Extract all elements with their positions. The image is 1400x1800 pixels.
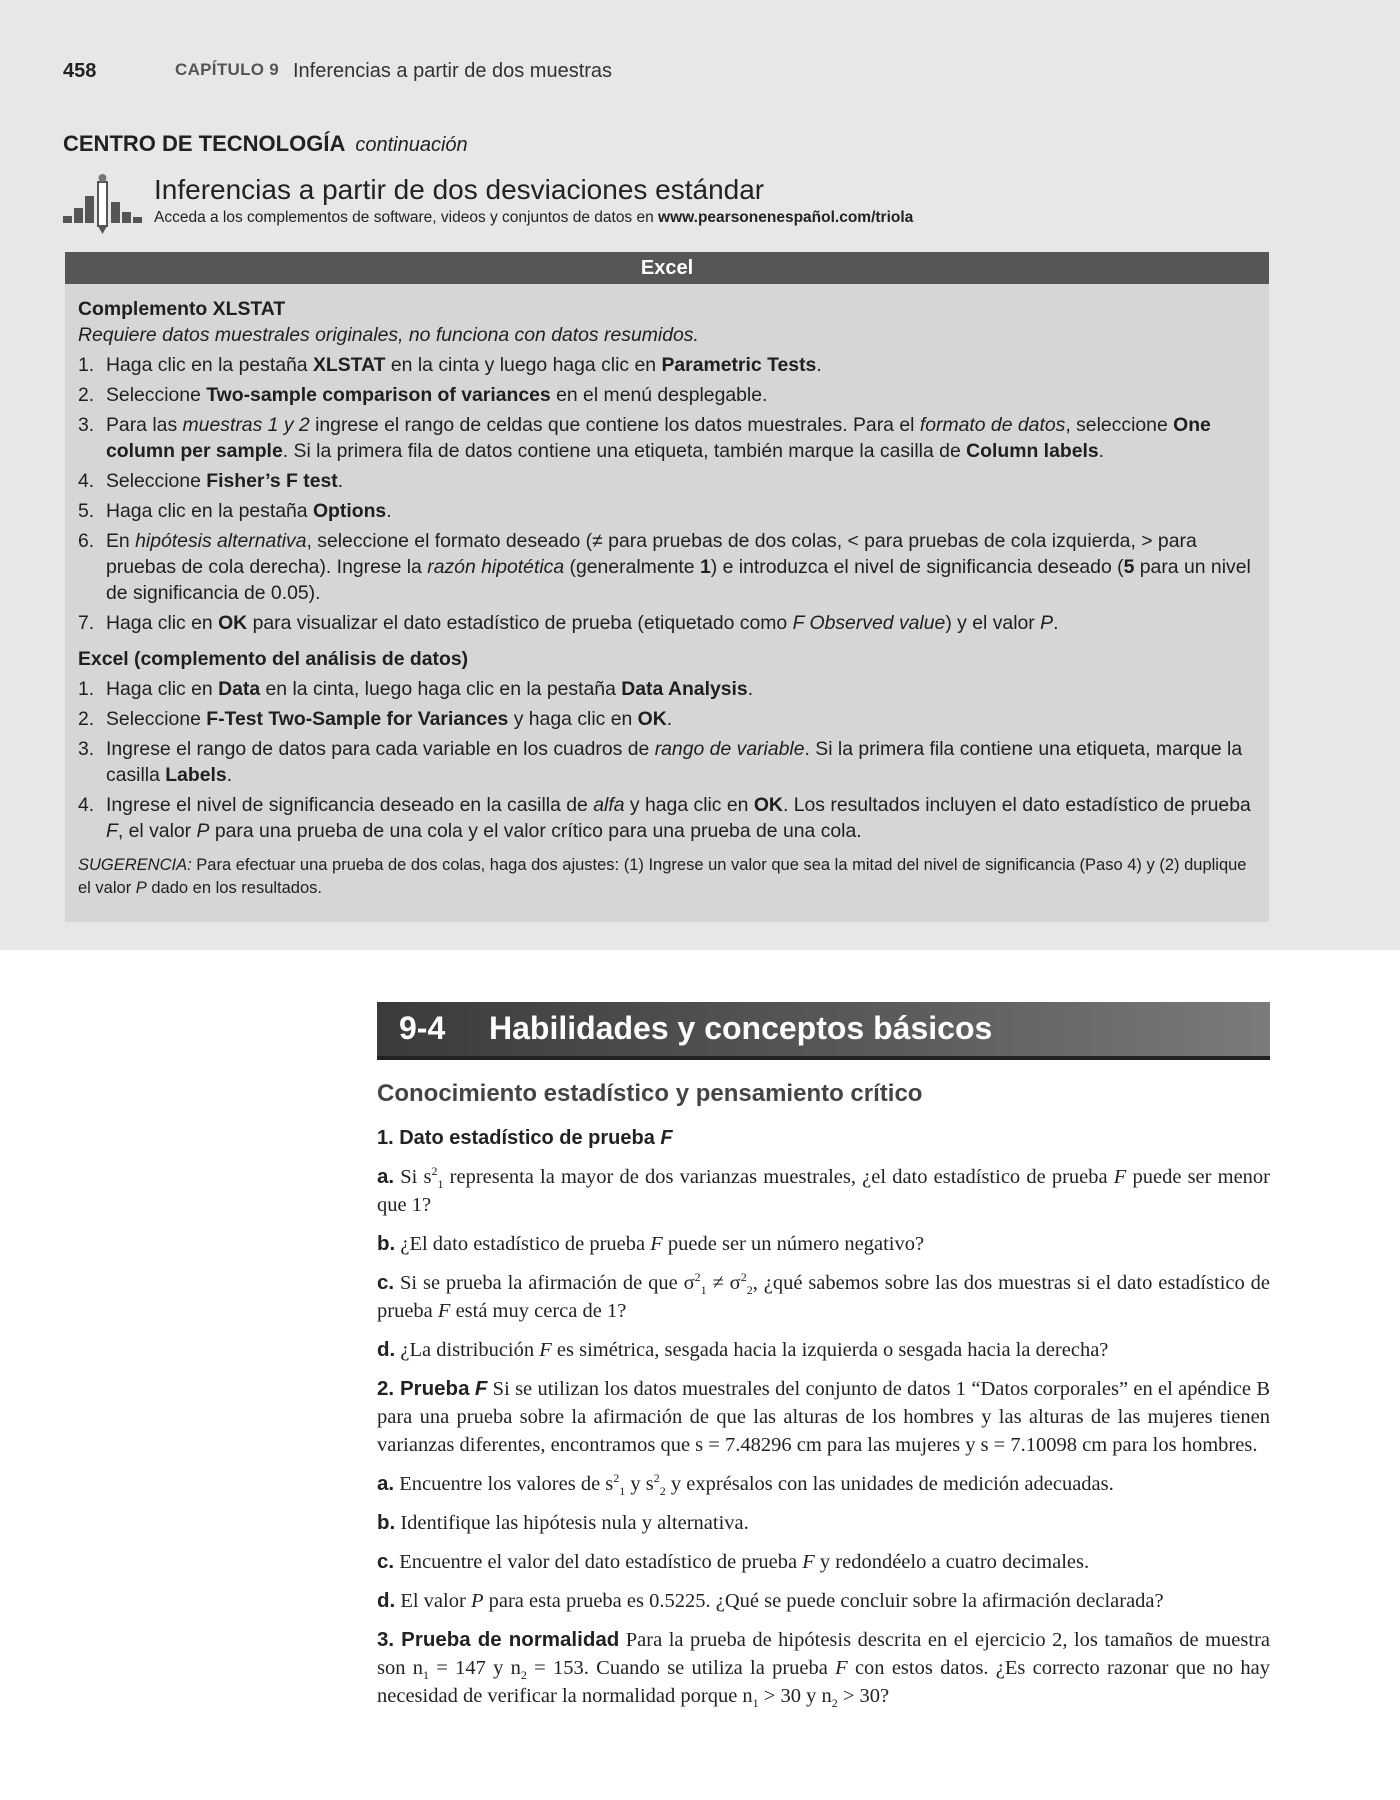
- list-item: 1. Haga clic en la pestaña XLSTAT en la cinta y luego haga clic en Parametric Tests.: [78, 354, 822, 376]
- subheading: Conocimiento estadístico y pensamiento crítico: [377, 1080, 923, 1107]
- list-item: 3. Ingrese el rango de datos para cada variable en los cuadros de rango de variable. Si la primera fila contiene una etiqueta, marque la casilla Labels.: [78, 738, 1243, 786]
- xlstat-title: Complemento XLSTAT: [78, 298, 286, 320]
- xlstat-note: Requiere datos muestrales originales, no funciona con datos resumidos.: [78, 324, 699, 346]
- list-item: 1. Haga clic en Data en la cinta, luego haga clic en la pestaña Data Analysis.: [78, 678, 754, 700]
- list-item: 2. Seleccione F-Test Two-Sample for Variances y haga clic en OK.: [78, 708, 673, 730]
- exercise-1c: c. Si se prueba la afirmación de que $\sigma^2_1 \ne \sigma^2_2$, ¿qué sabemos sobre las dos muestras si el dato estadístico de prueba F está muy cerca de 1?: [377, 1270, 1270, 1322]
- list-item: 4. Seleccione Fisher’s F test.: [78, 470, 344, 492]
- xlstat-steps: [78, 352, 1256, 636]
- exercise-1a: a. Si $s^2_1$ representa la mayor de dos varianzas muestrales, ¿el dato estadístico de prueba F puede ser menor que 1?: [377, 1164, 1271, 1216]
- chapter-title: Inferencias a partir de dos muestras: [293, 60, 613, 82]
- tech-center-title: [63, 131, 468, 157]
- exercise-1b: b. ¿El dato estadístico de prueba F puede ser un número negativo?: [377, 1232, 925, 1255]
- hint-note: SUGERENCIA: Para efectuar una prueba de dos colas, haga dos ajustes: (1) Ingrese un valor que sea la mitad del nivel de significancia (Paso 4) y (2) duplique el valor P dado en los resultados.: [78, 856, 1247, 897]
- exercise-1-title: 1. Dato estadístico de prueba F: [377, 1127, 673, 1149]
- tech-center-continued: continuación: [355, 134, 468, 156]
- list-item: 3. Para las muestras 1 y 2 ingrese el rango de celdas que contiene los datos muestrales. Para el formato de datos, seleccione One column per sample. Si la primera fila de datos contiene una etiqueta, también marque la casilla de Column labels.: [78, 414, 1211, 462]
- exercises: [377, 1124, 1270, 1721]
- tech-center-heading: CENTRO DE TECNOLOGÍA: [63, 131, 346, 156]
- exercise-2a: a. Encuentre los valores de $s^2_1$ y $s^2_2$ y exprésalos con las unidades de medición adecuadas.: [377, 1471, 1114, 1499]
- list-item: 6. En hipótesis alternativa, seleccione el formato deseado (≠ para pruebas de dos colas, < para pruebas de cola izquierda, > para pruebas de cola derecha). Ingrese la razón hipotética (generalmente 1) e introduzca el nivel de significancia deseado (5 para un nivel de significancia de 0.05).: [78, 530, 1251, 604]
- list-item: 5. Haga clic en la pestaña Options.: [78, 500, 392, 522]
- resource-link[interactable]: www.pearsonenespañol.com/triola: [658, 209, 914, 226]
- exercise-2b: b. Identifique las hipótesis nula y alternativa.: [377, 1511, 749, 1534]
- exercise-1d: d. ¿La distribución F es simétrica, sesgada hacia la izquierda o sesgada hacia la derecha?: [377, 1338, 1109, 1361]
- page-number: 458: [63, 60, 97, 82]
- exercise-3: 3. Prueba de normalidad Para la prueba de hipótesis descrita en el ejercicio 2, los tamaños de muestra son $n_1 = 147$ y $n_2 = 153$. Cuando se utiliza la prueba F con estos datos. ¿Es correcto razonar que no hay necesidad de verificar la normalidad porque $n_1 > 30$ y $n_2 > 30$?: [377, 1628, 1271, 1711]
- analysis-steps: [78, 676, 1256, 844]
- feature-title: Inferencias a partir de dos desviaciones estándar: [154, 174, 765, 205]
- section-number: 9-4: [399, 1010, 446, 1046]
- bar-chart-pencil-icon: [63, 172, 147, 234]
- exercise-2c: c. Encuentre el valor del dato estadístico de prueba F y redondéelo a cuatro decimales.: [377, 1550, 1090, 1573]
- feature-subtitle: Acceda a los complementos de software, videos y conjuntos de datos en www.pearsonenespañol.com/triola: [154, 209, 914, 226]
- list-item: 4. Ingrese el nivel de significancia deseado en la casilla de alfa y haga clic en OK. Los resultados incluyen el dato estadístico de prueba F, el valor P para una prueba de una cola y el valor crítico para una prueba de una cola.: [78, 794, 1251, 842]
- section-title: Habilidades y conceptos básicos: [489, 1010, 993, 1046]
- exercise-2: 2. Prueba F Si se utilizan los datos muestrales del conjunto de datos 1 “Datos corporales” en el apéndice B para una prueba sobre la afirmación de que las alturas de los hombres y las alturas de las mujeres tienen varianzas diferentes, encontramos que s = 7.48296 cm para las mujeres y s = 7.10098 cm para los hombres.: [377, 1377, 1270, 1456]
- excel-header-bar: Excel: [65, 252, 1269, 284]
- section-banner: [377, 1002, 1270, 1060]
- exercise-2d: d. El valor P para esta prueba es 0.5225. ¿Qué se puede concluir sobre la afirmación declarada?: [377, 1589, 1164, 1612]
- excel-instructions-box: [65, 252, 1269, 922]
- chapter-label: CAPÍTULO 9: [175, 60, 280, 79]
- analysis-title: Excel (complemento del análisis de datos): [78, 648, 469, 670]
- list-item: 2. Seleccione Two-sample comparison of variances en el menú desplegable.: [78, 384, 768, 406]
- list-item: 7. Haga clic en OK para visualizar el dato estadístico de prueba (etiquetado como F Observed value) y el valor P.: [78, 612, 1059, 634]
- page-header: [63, 60, 613, 83]
